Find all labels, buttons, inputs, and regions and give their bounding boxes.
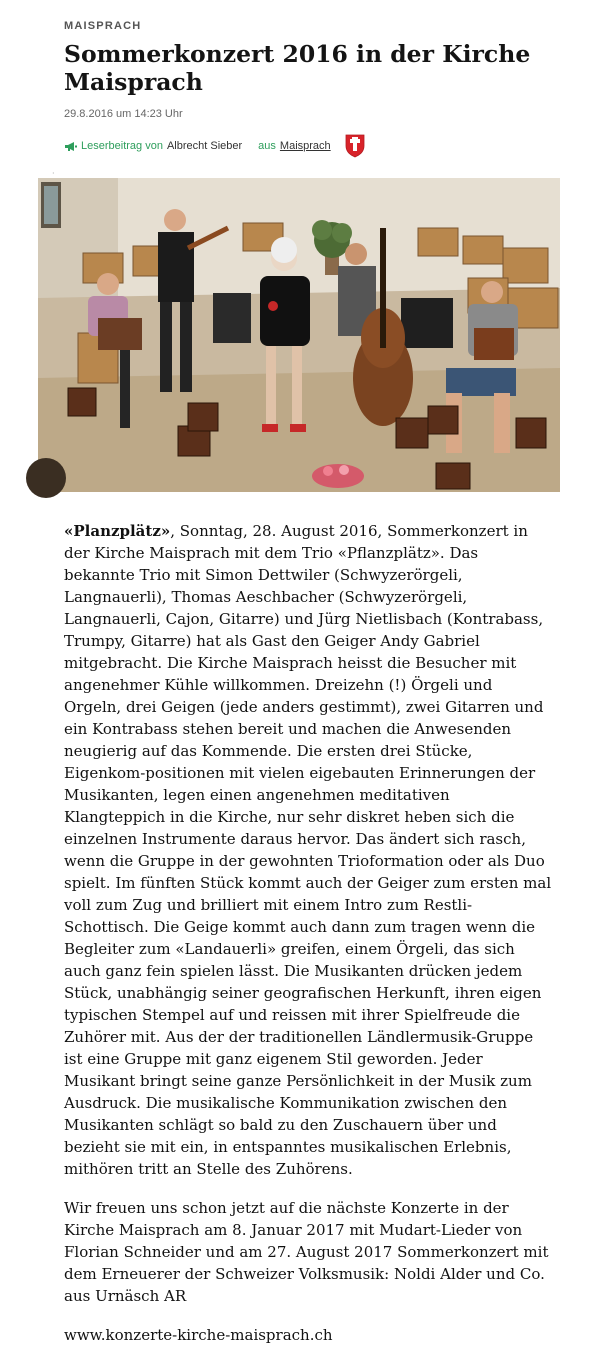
maisprach-crest-icon[interactable] [345,134,365,158]
article-paragraph-2: Wir freuen uns schon jetzt auf die nächste Konzerte in der Kirche Maisprach am 8. Januar 2017 mit Mudart-Lieder von Florian Schneider und am 27. August 2017 Sommerkonzert mit dem Erneuerer der Schweizer Volksmusik: Noldi Alder und Co. aus Urnäsch AR [64,1199,549,1305]
article-lead: «Planzplätz» [64,522,171,540]
article-paragraph-1: «Planzplätz», Sonntag, 28. August 2016, Sommerkonzert in der Kirche Maisprach mit dem Trio «Pflanzplätz». Das bekannte Trio mit Simon Dettwiler (Schwyzerörgeli, Langnauerli), Thomas Aeschbacher (Schwyzerörgeli, Langnauerli, Cajon, Gitarre) und Jürg Nietlisbach (Kontrabass, Trumpy, Gitarre) hat als Gast den Geiger Andy Gabriel mitgebracht. Die Kirche Maisprach heisst die Besucher mit angenehmer Kühle willkommen. Dreizehn (!) Örgeli und Orgeln, drei Geigen (jede anders gestimmt), zwei Gitarren und ein Kontrabass stehen bereit und machen die Anwesenden neugierig auf das Kommende. Die ersten drei Stücke, Eigenkom-positionen mit vielen eigebauten Erinnerungen der Musikanten, legen einen angenehmen meditativen Klangteppich in die Kirche, nur sehr diskret heben sich die einzelnen Instrumente daraus hervor. Das ändert sich rasch, wenn die Gruppe in der gewohnten Trioformation oder als Duo spielt. Im fünften Stück kommt auch der Geiger zum ersten mal voll zum Zug und brilliert mit einem Intro zum Restli-Schottisch. Die Geige kommt auch dann zum tragen wenn die Begleiter zum «Landauerli» greifen, einem Örgeli, das sich auch ganz fein spielen lässt. Die Musikanten drücken jedem Stück, unabhängig seiner geografischen Herkunft, ihren eigen typischen Stempel auf und reissen mit ihrer Spielfreude die Zuhörer mit. Aus der der traditionellen Ländlermusik-Gruppe ist eine Gruppe mit ganz eigenem Stil geworden. Jeder Musikant bringt seine ganze Persönlichkeit in der Musik zum Ausdruck. Die musikalische Kommunikation zwischen den Musikanten schlägt so bald zu den Zuschauern über und bezieht sie mit ein, in entspanntes musikalischen Erlebnis, mithören tritt an Stelle des Zuhörens. [64,522,552,1178]
byline-from-label: aus [258,140,276,152]
website-link[interactable]: www.konzerte-kirche-maisprach.ch [64,1326,333,1344]
article-body [64,520,552,1363]
article-title: Sommerkonzert 2016 in der Kirche Maisprach [64,40,531,96]
byline [64,135,365,157]
article-kicker: MAISPRACH [64,20,142,32]
byline-place-link[interactable]: Maisprach [279,140,331,152]
byline-author[interactable]: Albrecht Sieber [166,140,243,152]
divider-mark: ⋅ [52,169,55,178]
byline-label: Leserbeitrag von [81,140,163,152]
concert-photo [38,178,560,492]
publish-date: 29.8.2016 um 14:23 Uhr [64,108,183,120]
megaphone-icon [64,141,77,152]
